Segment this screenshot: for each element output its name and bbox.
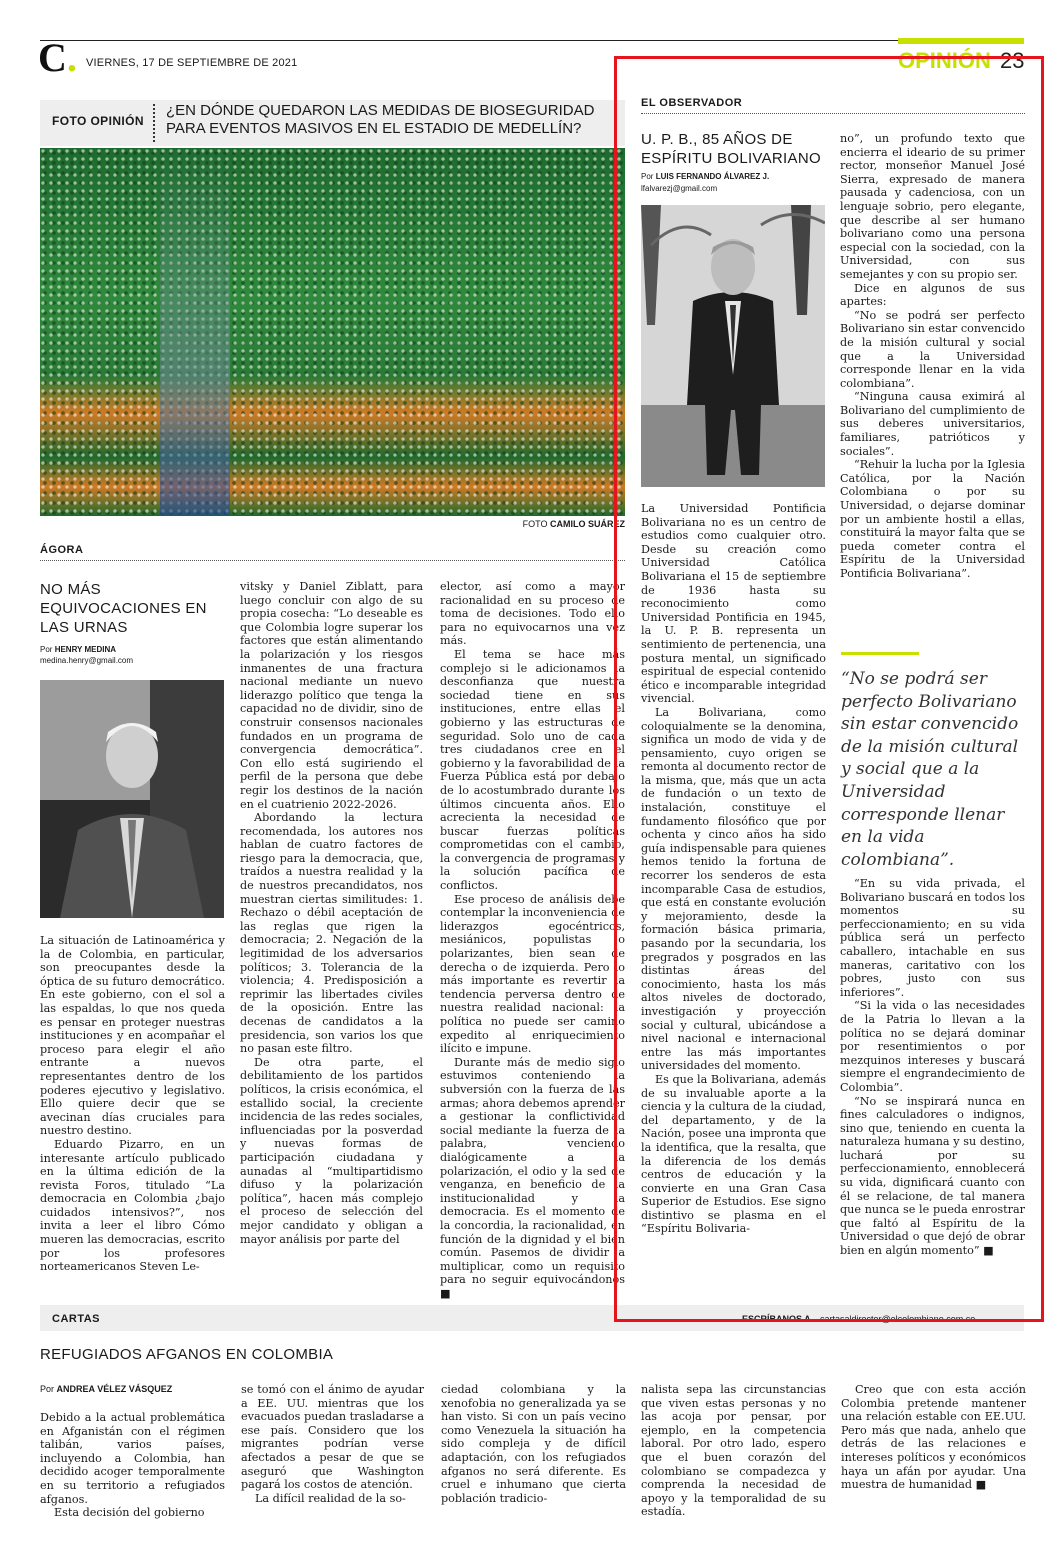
stadium-stairs-detail [160, 148, 230, 516]
paragraph: La Universidad Pontificia Bolivariana no es un centro de estudios como cualquier otro. Desde su creación como Universidad Católica Bolivariana el 15 de septiembre de 1936 hasta su reconocimiento como Universidad Pontificia en 1945, la U. P. B. representa un sentimiento de pertenencia, una postura mental, un significado espiritual de especial contenido ético e incomparable integridad vivencial. [641, 502, 826, 706]
photo-credit: FOTO CAMILO SUÁREZ [522, 519, 625, 529]
header-rule [40, 40, 1024, 41]
observador-author-email: lfalvarezj@gmail.com [641, 184, 718, 193]
paragraph: “Ninguna causa eximirá al Bolivariano del cumplimiento de sus deberes universitarios, familiares, patrióticos y sociales”. [840, 390, 1025, 458]
paragraph: Eduardo Pizarro, en un interesante artículo publicado en la última edición de la revista Foros, titulado “La democracia en Colombia ¿bajo cuidados intensivos?”, nos invita a leer el libro Cómo mueren las democracias, escrito por los profesores norteamericanos Steven Le- [40, 1137, 225, 1274]
cartas-column-1 [40, 1411, 225, 1520]
paragraph: Esta decisión del gobierno [54, 1506, 205, 1520]
foto-opinion-separator [153, 104, 155, 142]
cartas-column-2 [241, 1383, 424, 1505]
paragraph: Creo que con esta acción Colombia pretende mantener una relación estable con EE.UU. Pero más que nada, anhelo que detrás de las relaciones e intereses políticos y económicos haya un afán por ayudar. Una muestra de humanidad ■ [841, 1383, 1026, 1492]
paragraph: Abordando la lectura recomendada, los autores nos hablan de cuatro factores de riesgo para la democracia, que, traídos a nuestra realidad y la de nuestros precandidatos, nos muestran ciertas similitudes: 1. Rechazo o débil aceptación de las reglas que rigen la democracia; 2. Negación de la legitimidad de los adversarios políticos; 3. Tolerancia de la violencia; 4. Predisposición a reprimir las libertades civiles de la oposición. Entre las decenas de candidatos a la presidencia, son varios los que no pasan este filtro. [240, 811, 423, 1056]
paragraph: elector, así como a mayor racionalidad en su proceso de toma de decisiones. Todo ello para no equivocarnos una vez más. [440, 580, 625, 648]
paragraph: Ese proceso de análisis debe contemplar la inconveniencia de liderazgos egocéntricos, mesiánicos, populistas o polarizantes, bien sean de derecha o de izquierda. Pero lo más importante es revertir la tendencia perversa dentro de nuestra realidad nacional: la política no puede ser camino expedito al enriquecimiento ilícito e impune. [440, 892, 625, 1056]
newspaper-logo: C. [38, 35, 77, 80]
cartas-column-4 [641, 1383, 826, 1519]
paragraph: La situación de Latinoamérica y la de Colombia, en particular, son preocupantes desde la óptica de su futuro democrático. En este gobierno, con el sol a las espaldas, lo que nos queda es pensar en proteger nuestras instituciones y en acompañar el proceso para elegir el año entrante a nuevos representantes dentro de los poderes ejecutivo y legislativo. Ello quiere decir que se avecinan días cruciales para nuestro destino. [40, 934, 225, 1138]
issue-date: VIERNES, 17 DE SEPTIEMBRE DE 2021 [86, 57, 298, 69]
observador-section-label: EL OBSERVADOR [641, 97, 743, 109]
observador-byline: Por LUIS FERNANDO ÁLVAREZ J. [641, 172, 770, 181]
paragraph: “Si la vida o las necesidades de la Patria lo llevan a la política no se dejará dominar por resentimientos o por mezquinos intereses y buscará siempre el engrandecimiento de Colombia”. [840, 999, 1025, 1094]
paragraph: Dice en algunos de sus apartes: [840, 281, 1025, 309]
cartas-write-us-label: ESCRÍBANOS A [742, 1314, 811, 1324]
paragraph: El tema se hace más complejo si le adicionamos la desconfianza que nuestra sociedad tiene en sus instituciones, entre ellas el gobierno y las estructuras de seguridad. Solo uno de cada tres ciudadanos cree en el gobierno y la favorabilidad de la Fuerza Pública está por debajo de lo acostumbrado durante los últimos cincuenta años. Ello acrecienta la necesidad de buscar fuerzas políticas comprometidas con el cambio, la convergencia de programas y la solución pacífica de conflictos. [440, 647, 625, 893]
paragraph: La difícil realidad de la so- [255, 1491, 406, 1505]
agora-rule [40, 560, 625, 561]
author-portrait-icon [40, 680, 224, 918]
agora-column-1 [40, 934, 225, 1274]
cartas-headline: REFUGIADOS AFGANOS EN COLOMBIA [40, 1346, 334, 1363]
agora-section-label: ÁGORA [40, 544, 84, 556]
end-mark-icon: ■ [975, 1478, 987, 1492]
section-title: OPINIÓN [898, 48, 991, 73]
cartas-email-link[interactable]: cartasaldirector@elcolombiano.com.co [820, 1314, 976, 1324]
stadium-crowd-photo [40, 148, 625, 516]
paragraph: La Bolivariana, como coloquialmente se la denomina, significa un modo de vida y de pensamiento, cuyo origen se remonta al documento rector de la misma, que, más que un acta de fundación o un texto de instalación, constituye el fundamento filosófico que por ochenta y cinco años ha sido guía indispensable para quienes hemos tenido la fortuna de recorrer los senderos de esta incomparable Casa de estudios, que está en constante evolución y mejoramiento, desde la formación básica primaria, pasando por la secundaria, los pregrados y posgrados en las distintas áreas del conocimiento, hasta los más altos niveles de doctorado, investigación y proyección social y cultural, ubicándose a nivel nacional e internacional entre las más importantes universidades del momento. [641, 705, 826, 1073]
foto-opinion-label: FOTO OPINIÓN [52, 114, 144, 128]
agora-headline: NO MÁS EQUIVOCACIONES EN LAS URNAS [40, 581, 207, 636]
observador-headline: U. P. B., 85 AÑOS DE ESPÍRITU BOLIVARIANO [641, 131, 821, 167]
agora-column-3 [440, 580, 625, 1300]
cartas-column-3 [441, 1383, 626, 1505]
end-mark-icon: ■ [983, 1244, 994, 1258]
agora-author-email: medina.henry@gmail.com [40, 656, 134, 665]
paragraph: no”, un profundo texto que encierra el ideario de su primer rector, monseñor Manuel José Sierra, expresado de manera pausada y cadenciosa, con un lenguaje sobrio, pero elegante, que describe al ser humano bolivariano como una persona especial con la sociedad, con la Universidad, con sus semejantes y con su propio ser. [840, 132, 1025, 281]
paragraph: vitsky y Daniel Ziblatt, para luego concluir con algo de su propia cosecha: “Lo deseable es que Colombia logre superar los factores que están alimentando la polarización y los riesgos inmanentes de una fractura nacional mediante un nuevo liderazgo político que tenga la capacidad no de dividir, sino de construir consensos nacionales fundados en un programa de convergencia democrática”. Con ello está sugiriendo el perfil de la persona que debe regir los destinos de la nación en el cuatrienio 2022-2026. [240, 580, 423, 811]
paragraph: “No se podrá ser perfecto Bolivariano sin estar convencido de la misión cultural y social que a la Universidad corresponde llenar en la vida colombiana”. [840, 308, 1025, 390]
paragraph: se tomó con el ánimo de ayudar a EE. UU. mientras que los evacuados puedan trasladarse a ese país. Considero que los migrantes podrían verse afectados a pesar de que se aseguró que Washington pagará los costos de atención. [241, 1383, 424, 1492]
paragraph: “No se inspirará nunca en fines calculadores o indignos, sino que, teniendo en cuenta la naturaleza humana y su destino, luchará por su perfeccionamiento, ennoblecerá su vida, dignificará cuanto con él se relacione, de tal manera que nunca se le pueda enrostrar que faltó al Espíritu de la Universidad o que dejó de obrar bien en algún momento” ■ [840, 1094, 1025, 1258]
paragraph: Es que la Bolivariana, además de su invaluable aporte a la ciencia y la cultura de la ciudad, del departamento, y de la Nación, posee una impronta que la identifica, que la resalta, que la diferencia de los demás centros de educación y la convierte en una Gran Casa Superior de Estudios. Ese signo distintivo se plasma en el “Espíritu Bolivaria- [641, 1072, 826, 1236]
paragraph: ciedad colombiana y la xenofobia no generalizada ya se han visto. Si con un país vecino como Venezuela la situación ha sido compleja y de difícil adaptación, con los refugiados afganos no será diferente. Es cruel e inhumano que cierta población tradicio- [441, 1383, 626, 1505]
agora-column-2 [240, 580, 423, 1246]
paragraph: “En su vida privada, el Bolivariano buscará en todos los momentos su perfeccionamiento; en su vida pública será un perfecto caballero, intachable en sus maneras, caritativo con los pobres, justo con sus inferiores”. [840, 877, 1025, 999]
cartas-section-label: CARTAS [52, 1313, 101, 1325]
paragraph: “Rehuir la lucha por la Iglesia Católica, por la Nación Colombiana o por su Universidad, o dejarse dominar por un ambiente hostil a ellas, constituirá la mayor falta que se pueda cometer contra el Espíritu de la Universidad Pontificia Bolivariana”. [840, 458, 1025, 580]
paragraph: nalista sepa las circunstancias que viven estas personas y no las acoja por pensar, por ejemplo, en la competencia laboral. Por otro lado, espero que el buen corazón del colombiano se compadezca y comprenda la necesidad de apoyo y la temporalidad de su estadía. [641, 1383, 826, 1519]
cartas-column-5 [841, 1383, 1026, 1492]
highlight-box [614, 56, 1044, 1322]
cartas-byline: Por ANDREA VÉLEZ VÁSQUEZ [40, 1384, 173, 1394]
paragraph: Debido a la actual problemática en Afganistán con el régimen talibán, varios países, incluyendo a Colombia, han decidido acoger temporalmente en su territorio a refugiados afganos. [40, 1411, 225, 1506]
section-accent-bar [898, 38, 1024, 44]
foto-opinion-question: ¿EN DÓNDE QUEDARON LAS MEDIDAS DE BIOSEGURIDAD PARA EVENTOS MASIVOS EN EL ESTADIO DE MEDELLÍN? [166, 102, 595, 137]
agora-byline: Por HENRY MEDINA [40, 645, 117, 654]
paragraph: Durante más de medio siglo estuvimos conteniendo la subversión con la fuerza de las armas; ahora debemos aprender a gestionar la conflictividad social mediante la fuerza de la palabra, venciendo dialógicamente a la polarización, el odio y la sed de venganza, en beneficio de la institucionalidad y la democracia. Es el momento de la concordia, la racionalidad, en función de la dignidad y el bien común. Pasemos de dividir a multiplicar, como un requisito para no seguir equivocándonos ■ [440, 1055, 625, 1300]
agora-author-photo [40, 680, 224, 918]
paragraph: De otra parte, el debilitamiento de los partidos políticos, la crisis económica, el estallido social, la creciente incidencia de las redes sociales, influenciadas por la posverdad y nuevas formas de participación ciudadana y aunadas al “multipartidismo difuso y la polarización política”, hacen más complejo el proceso de selección del mejor candidato y obligan a mayor análisis por parte del [240, 1055, 423, 1246]
page-number: 23 [1000, 48, 1025, 73]
pull-quote: “No se podrá ser perfecto Bolivariano sin estar convencido de la misión cultural y social que a la Universidad corresponde llenar en la vida colombiana”. [841, 669, 1019, 870]
end-mark-icon: ■ [440, 1286, 451, 1300]
